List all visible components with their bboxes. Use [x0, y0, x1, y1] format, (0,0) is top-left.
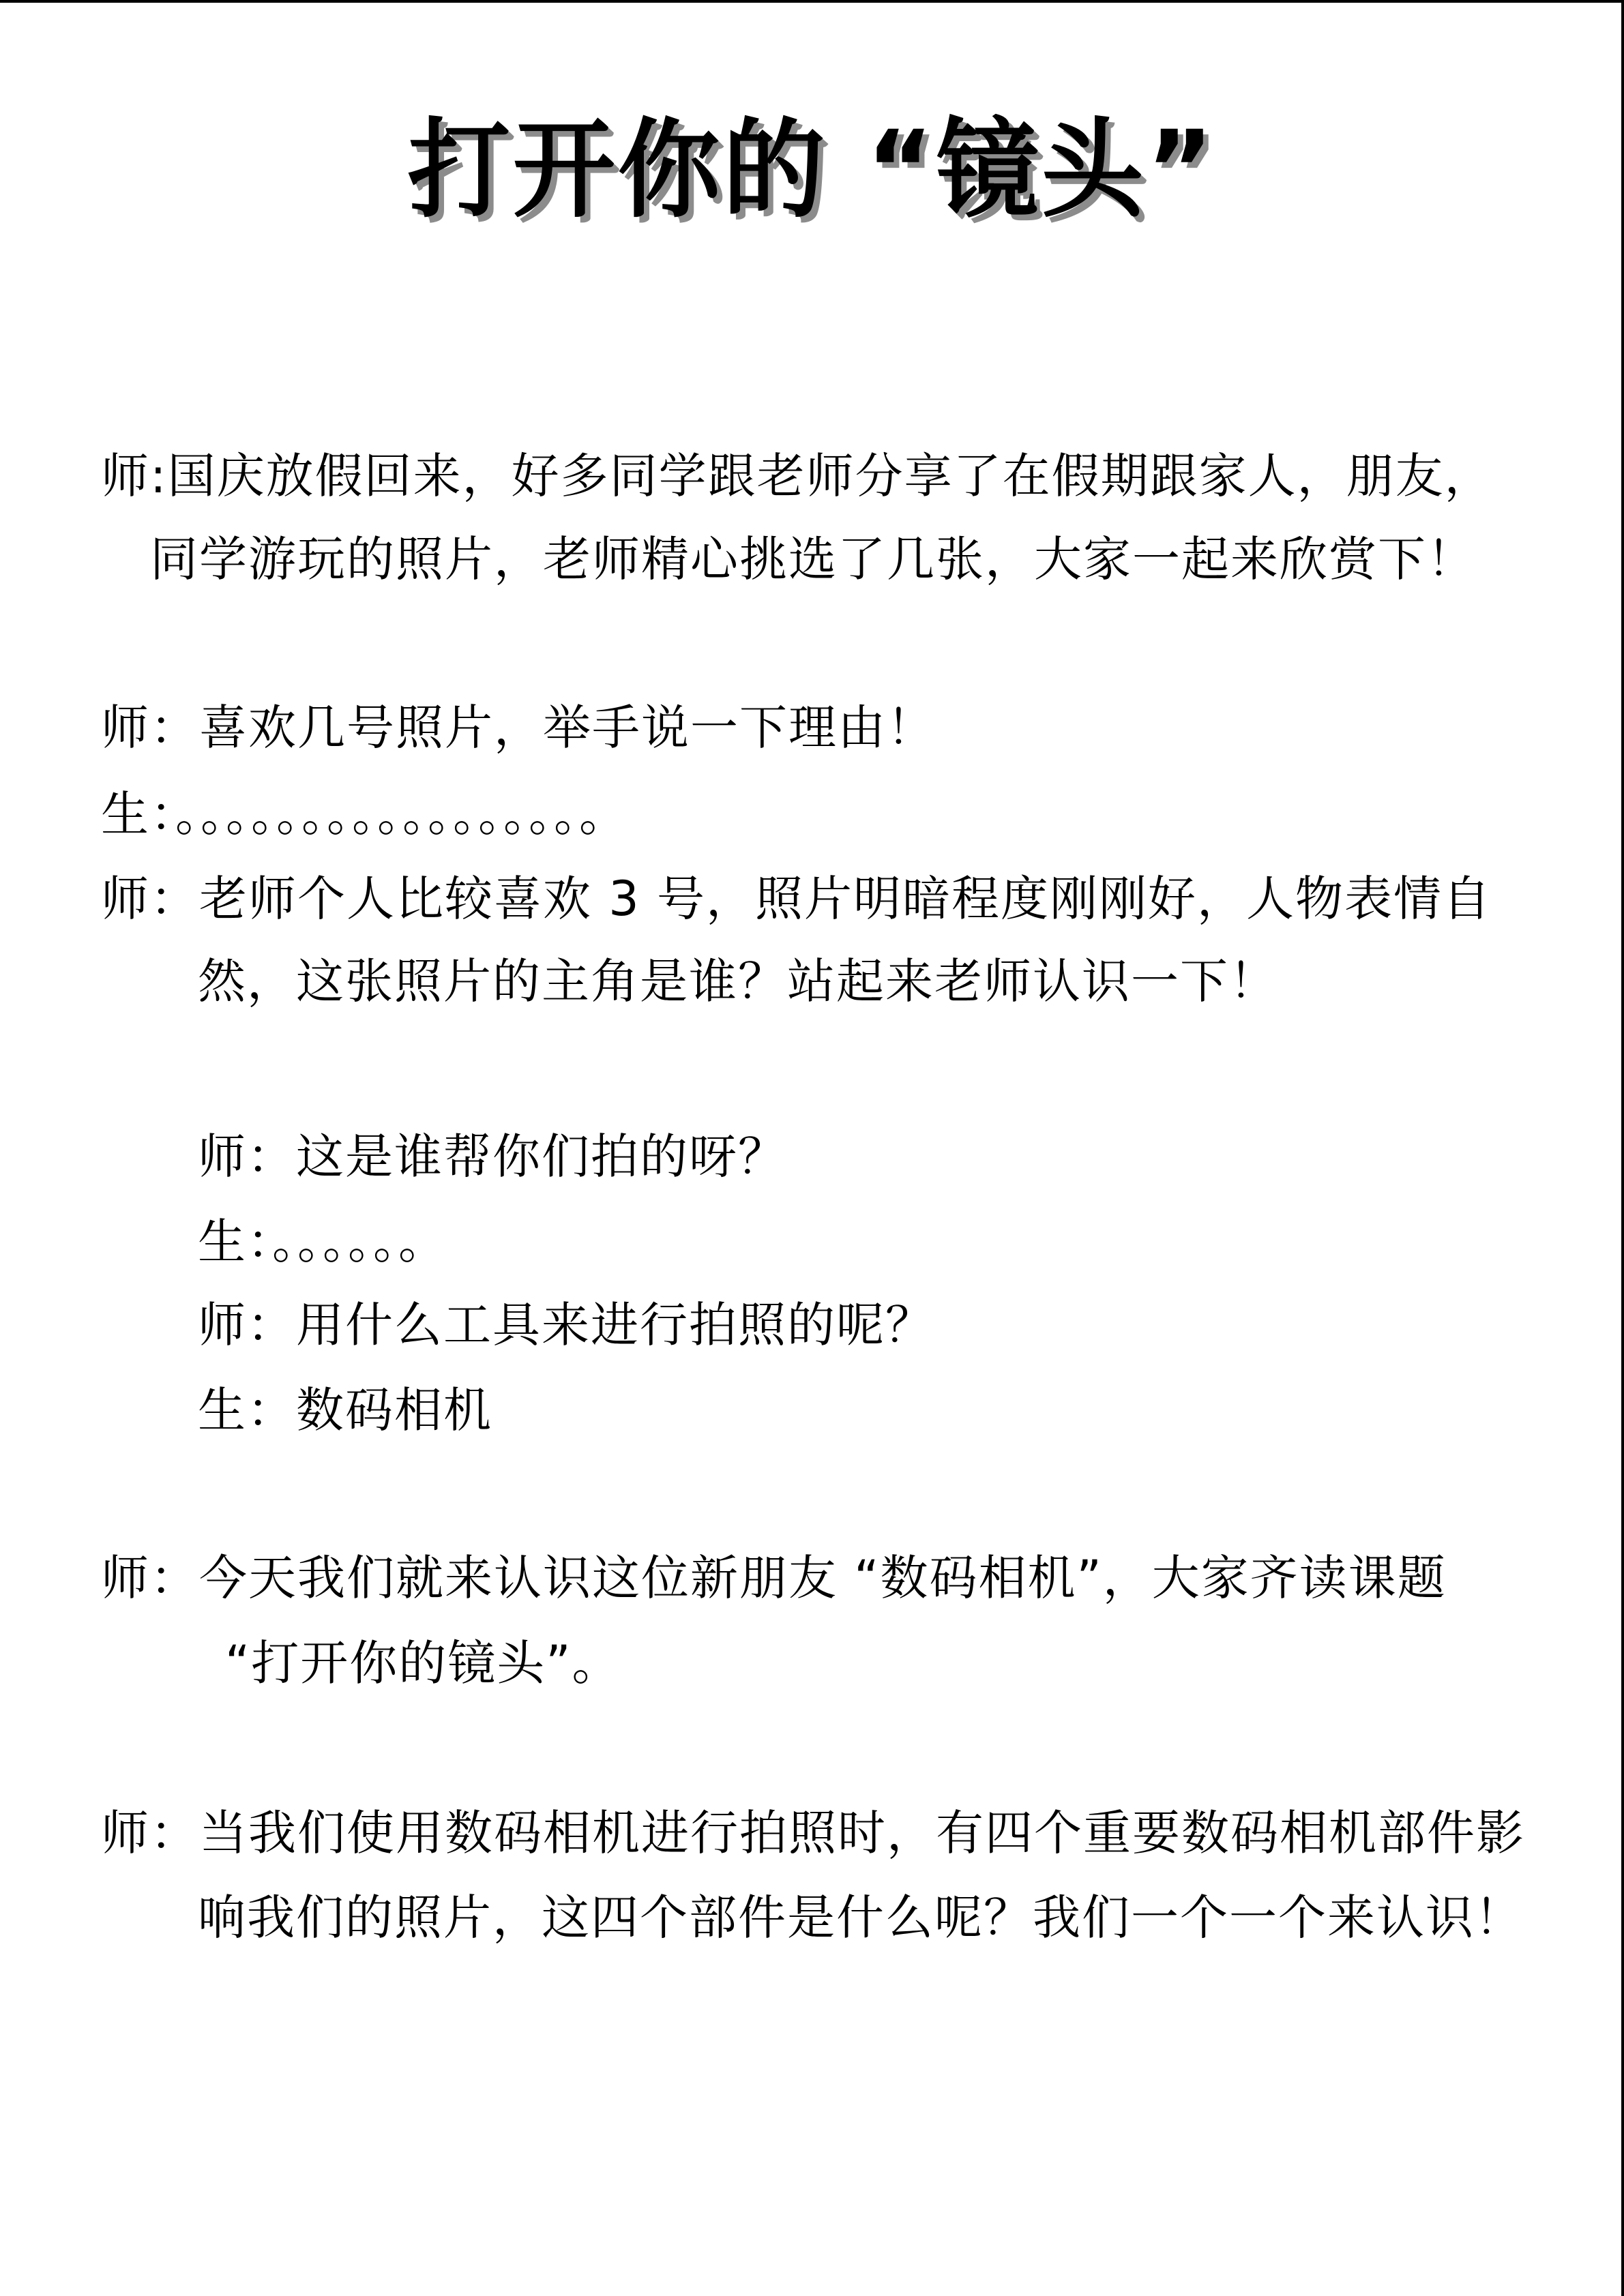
dialogue-line: 然，这张照片的主角是谁？站起来老师认识一下！: [198, 953, 1278, 1009]
dialogue-line: 生：。。。。。。: [198, 1214, 447, 1270]
page-right-border: [1621, 0, 1624, 2296]
dialogue-line: 响我们的照片，这四个部件是什么呢？我们一个一个来认识！: [198, 1890, 1524, 1945]
dialogue-line: 师：今天我们就来认识这位新朋友 “数码相机”，大家齐读课题: [101, 1550, 1447, 1606]
page-title: 打开你的 “镜头”: [407, 108, 1217, 233]
page-top-border: [0, 0, 1624, 3]
dialogue-line: 生：。。。。。。。。。。。。。。。。。: [101, 786, 628, 842]
dialogue-line: 师：用什么工具来进行拍照的呢？: [198, 1297, 934, 1353]
dialogue-line: “打开你的镜头”。: [225, 1635, 621, 1691]
dialogue-line: 师：当我们使用数码相机进行拍照时，有四个重要数码相机部件影: [101, 1805, 1525, 1861]
dialogue-line: 生：数码相机: [198, 1382, 492, 1438]
dialogue-line: 师:国庆放假回来，好多同学跟老师分享了在假期跟家人，朋友，: [101, 448, 1494, 504]
dialogue-line: 师：老师个人比较喜欢 3 号，照片明暗程度刚刚好，人物表情自: [101, 871, 1492, 927]
dialogue-line: 师：喜欢几号照片，举手说一下理由！: [101, 700, 936, 756]
dialogue-line: 同学游玩的照片，老师精心挑选了几张，大家一起来欣赏下！: [150, 531, 1476, 587]
dialogue-line: 师：这是谁帮你们拍的呀？: [198, 1129, 787, 1184]
